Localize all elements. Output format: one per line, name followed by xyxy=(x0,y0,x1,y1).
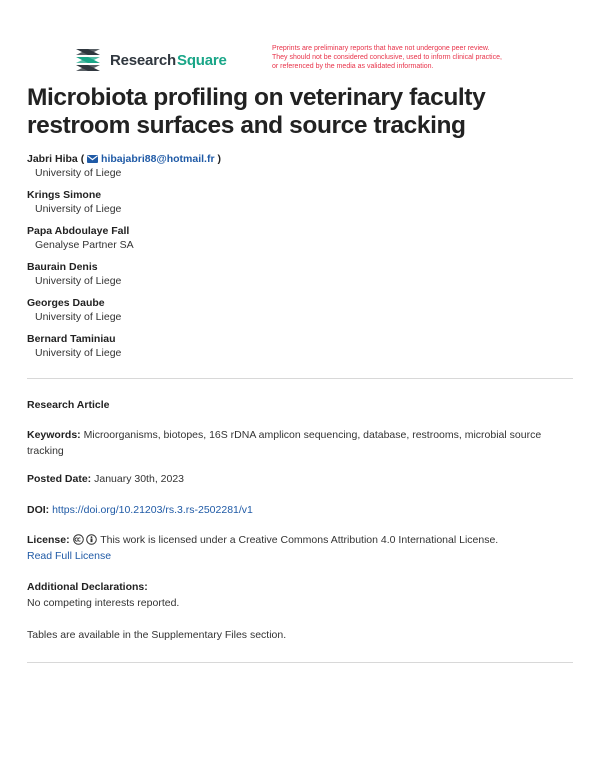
paper-title: Microbiota profiling on veterinary faculty restroom surfaces and source tracking xyxy=(27,84,486,139)
author-affiliation: University of Liege xyxy=(35,275,122,287)
disclaimer-line: They should not be considered conclusive, used to inform clinical practice, xyxy=(272,53,502,61)
license xyxy=(27,533,573,564)
author-affiliation: University of Liege xyxy=(35,167,122,179)
disclaimer-line: or referenced by the media as validated information. xyxy=(272,62,434,70)
author-name: Georges Daube xyxy=(27,297,105,309)
author-item xyxy=(27,224,567,260)
posted-date-label: Posted Date: xyxy=(27,473,92,485)
header xyxy=(74,45,574,75)
article-type: Research Article xyxy=(27,399,110,411)
author-name: Krings Simone xyxy=(27,189,102,201)
cc-icon xyxy=(73,534,84,545)
additional-declarations xyxy=(27,580,573,611)
additional-declarations-label: Additional Declarations: xyxy=(27,581,148,593)
author-item xyxy=(27,260,567,296)
author-name: Baurain Denis xyxy=(27,261,98,273)
author-affiliation: University of Liege xyxy=(35,311,122,323)
author-name: Papa Abdoulaye Fall xyxy=(27,225,130,237)
author-item xyxy=(27,152,567,188)
research-square-logo-icon xyxy=(74,47,102,73)
disclaimer-line: Preprints are preliminary reports that have not undergone peer review. xyxy=(272,45,490,52)
brand-name: Research Square xyxy=(110,51,227,69)
attribution-icon xyxy=(86,534,97,545)
author-affiliation: Genalyse Partner SA xyxy=(35,239,134,251)
author-item xyxy=(27,332,567,368)
research-square-logo[interactable] xyxy=(74,47,227,73)
envelope-icon xyxy=(87,155,98,163)
read-full-license-link[interactable]: Read Full License xyxy=(27,549,112,562)
additional-declarations-value: No competing interests reported. xyxy=(27,596,180,609)
keywords-value: Microorganisms, biotopes, 16S rDNA amplicon sequencing, database, restrooms, microbial source tracking xyxy=(27,429,542,457)
preprint-disclaimer xyxy=(272,45,572,71)
author-email-link[interactable]: hibajabri88@hotmail.fr xyxy=(101,153,215,165)
posted-date xyxy=(27,472,573,488)
doi-label: DOI: xyxy=(27,504,50,516)
author-item xyxy=(27,296,567,332)
author-name: Bernard Taminiau xyxy=(27,333,116,345)
author-list xyxy=(27,152,567,368)
doi xyxy=(27,503,573,519)
keywords xyxy=(27,428,573,459)
author-affiliation: University of Liege xyxy=(35,203,122,215)
divider xyxy=(27,378,573,379)
tables-note: Tables are available in the Supplementary Files section. xyxy=(27,629,287,641)
license-text: This work is licensed under a Creative Commons Attribution 4.0 International License. xyxy=(100,534,499,546)
author-name: Jabri Hiba ( hibajabri88@hotmail.fr ) xyxy=(27,153,221,165)
author-item xyxy=(27,188,567,224)
keywords-label: Keywords: xyxy=(27,429,81,441)
posted-date-value: January 30th, 2023 xyxy=(94,473,185,485)
doi-link[interactable]: https://doi.org/10.21203/rs.3.rs-2502281/v1 xyxy=(52,504,253,516)
license-label: License: xyxy=(27,534,70,546)
author-affiliation: University of Liege xyxy=(35,347,122,359)
divider xyxy=(27,662,573,663)
